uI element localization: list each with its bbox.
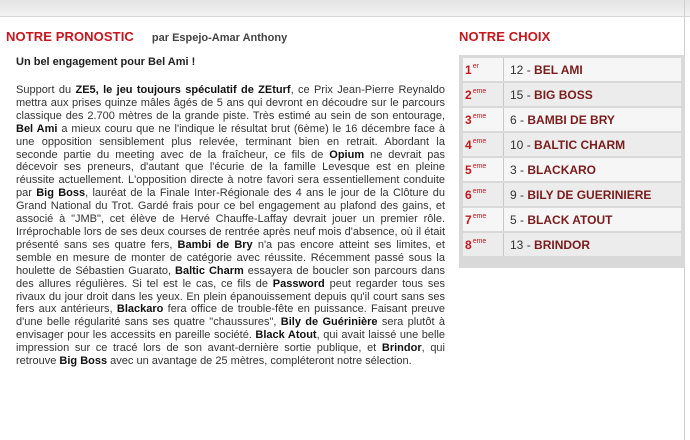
- pronostic-section: [6, 29, 446, 368]
- choix-rank-suffix: eme: [472, 237, 487, 245]
- choix-horse-number: 6: [510, 112, 517, 127]
- choix-horse-name: BRINDOR: [534, 237, 591, 252]
- choix-horse-number: 12: [510, 62, 524, 77]
- choix-row: [463, 83, 681, 106]
- choix-horse-number: 3: [510, 162, 517, 177]
- article-text: , lauréat de la Finale Inter-Régionale des 4 ans le jour de la Clôture du Grand National du Trot. Gardé frais pour ce bel engagement au plafond des gains, et associé à "JMB", cet élève de Hervé Chauffe-Laffay devrait jouer un premier rôle. Irréprochable lors de ses deux courses de rentrée après neuf mois d'absence, où il était présenté sans ses quatre fers,: [16, 187, 445, 251]
- choix-rank-suffix: eme: [472, 87, 487, 95]
- choix-rank-number: 3: [465, 112, 472, 127]
- article-text: essayera de boucler son parcours dans des allures régulières. Si tel est le cas, ce fils de: [16, 264, 445, 290]
- choix-horse-name: BAMBI DE BRY: [527, 112, 615, 127]
- choix-horse: 5 - BLACK ATOUT: [510, 212, 613, 227]
- article-text: ne devrait pas décevoir ses preneurs, d'autant que l'écurie de la famille Levesque est en pleine réussite actuellement. L'opposition directe à notre favori sera essentiellement conduite par: [16, 148, 446, 200]
- choix-rank-number: 1: [465, 62, 472, 77]
- choix-rank-suffix: eme: [472, 137, 487, 145]
- choix-horse: 9 - BILY DE GUERINIERE: [510, 187, 652, 202]
- author-byline: par Espejo-Amar Anthony: [151, 32, 288, 44]
- pronostic-title: NOTRE PRONOSTIC: [6, 29, 134, 44]
- choix-rank-number: 6: [465, 187, 472, 202]
- article-text: , ce Prix Jean-Pierre Reynaldo mettra aux prises quinze mâles âgés de 5 ans qui devront en découdre sur le parcours classique des 2.700 mètres de la grande piste. Très estimé au sein de son entourage,: [16, 84, 445, 122]
- article-text: , qui avait laissé une belle impression sur ce tracé lors de son avant-dernière sortie publique, et: [16, 329, 445, 355]
- choix-rank-number: 8: [465, 237, 472, 252]
- choix-horse: 6 - BAMBI DE BRY: [510, 112, 615, 127]
- choix-horse: 3 - BLACKARO: [510, 162, 597, 177]
- choix-horse: 10 - BALTIC CHARM: [510, 137, 626, 152]
- choix-horse-number: 10: [510, 137, 524, 152]
- article-bold-text: Big Boss: [36, 187, 86, 200]
- article-bold-text: ZE5, le jeu toujours spéculatif de ZEturf: [75, 84, 291, 96]
- choix-horse-name: BILY DE GUERINIERE: [527, 187, 652, 202]
- choix-section: [459, 29, 685, 268]
- article-text: , qui retrouve: [16, 342, 445, 368]
- article-bold-text: Black Atout: [255, 329, 317, 342]
- article-text: a mieux couru que ne l'indique le résultat brut (6ème) le 16 décembre face à une opposition sensiblement plus relevée, terminant bien en retrait. Abordant la seconde partie du meeting avec de la fraîcheur, ce fils de: [16, 122, 445, 161]
- choix-rank-suffix: eme: [472, 187, 487, 195]
- choix-horse-number: 9: [510, 187, 517, 202]
- choix-horse-name: BIG BOSS: [534, 87, 593, 102]
- article-text: avec un avantage de 25 mètres, compléteront notre sélection.: [107, 355, 412, 368]
- article-bold-text: Big Boss: [59, 355, 108, 368]
- choix-horse-number: 15: [510, 87, 524, 102]
- choix-rank: [463, 213, 503, 227]
- article-bold-text: Password: [272, 277, 325, 290]
- choix-rank-suffix: eme: [472, 212, 487, 220]
- choix-horse-number: 5: [510, 212, 517, 227]
- choix-rank: [463, 88, 503, 102]
- choix-title: NOTRE CHOIX: [459, 29, 551, 44]
- article-text: peut regarder tous ses rivaux du jour droit dans les yeux. En plein épanouissement depuis qu'il court sans ses fers aux antérieurs,: [16, 277, 445, 316]
- choix-row: [463, 58, 681, 81]
- choix-rank-suffix: eme: [472, 162, 487, 170]
- choix-rank-suffix: er: [472, 62, 479, 70]
- choix-rank-number: 7: [465, 212, 472, 227]
- choix-rank: [463, 238, 503, 252]
- choix-row: [463, 158, 681, 181]
- choix-horse-name: BALTIC CHARM: [534, 137, 626, 152]
- article-text: n'a pas encore atteint ses limites, et semble en mesure de monter de catégorie avec réussite. Récemment passé sous la houlette de Sébastien Guarato,: [16, 238, 445, 277]
- choix-row: [463, 183, 681, 206]
- article-lead: Un bel engagement pour Bel Ami !: [16, 56, 196, 68]
- choix-horse-name: BEL AMI: [534, 62, 583, 77]
- article-text: Support du: [16, 84, 76, 96]
- article-bold-text: Bel Ami: [16, 122, 58, 135]
- article-bold-text: Brindor: [381, 342, 422, 355]
- choix-horse-name: BLACK ATOUT: [527, 212, 613, 227]
- pronostic-heading: [6, 29, 442, 44]
- article-bold-text: Opium: [329, 148, 365, 161]
- article-bold-text: Bambi de Bry: [177, 238, 253, 251]
- choix-horse-name: BLACKARO: [527, 162, 597, 177]
- choix-horse-number: 13: [510, 237, 524, 252]
- choix-rank: [463, 188, 503, 202]
- choix-row: [463, 108, 681, 131]
- choix-rank: [463, 138, 503, 152]
- choix-horse: 12 - BEL AMI: [510, 62, 583, 77]
- choix-row: [463, 208, 681, 231]
- article-text: sera plutôt à envisager pour les accessits en pareille société.: [16, 316, 445, 342]
- choix-rank: [463, 113, 503, 127]
- choix-rank-number: 4: [465, 137, 472, 152]
- choix-list: [459, 55, 685, 268]
- choix-horse: 15 - BIG BOSS: [510, 87, 593, 102]
- top-toolbar-strip: [0, 0, 690, 17]
- choix-rank: [463, 163, 503, 177]
- article-bold-text: Baltic Charm: [175, 264, 244, 277]
- article-body: [16, 84, 445, 368]
- choix-horse: 13 - BRINDOR: [510, 237, 591, 252]
- choix-row: [463, 133, 681, 156]
- article-bold-text: Blackaro: [116, 303, 164, 316]
- choix-rank-number: 5: [465, 162, 472, 177]
- article-bold-text: Bily de Guérinière: [280, 316, 378, 329]
- article-text: fera office de trouble-fête en puissance. Faisant preuve d'une belle régularité sans ses quatre "chaussures",: [16, 303, 446, 329]
- choix-rank-number: 2: [465, 87, 472, 102]
- choix-rank: [463, 63, 503, 77]
- choix-row: [463, 233, 681, 256]
- choix-rank-suffix: eme: [472, 112, 487, 120]
